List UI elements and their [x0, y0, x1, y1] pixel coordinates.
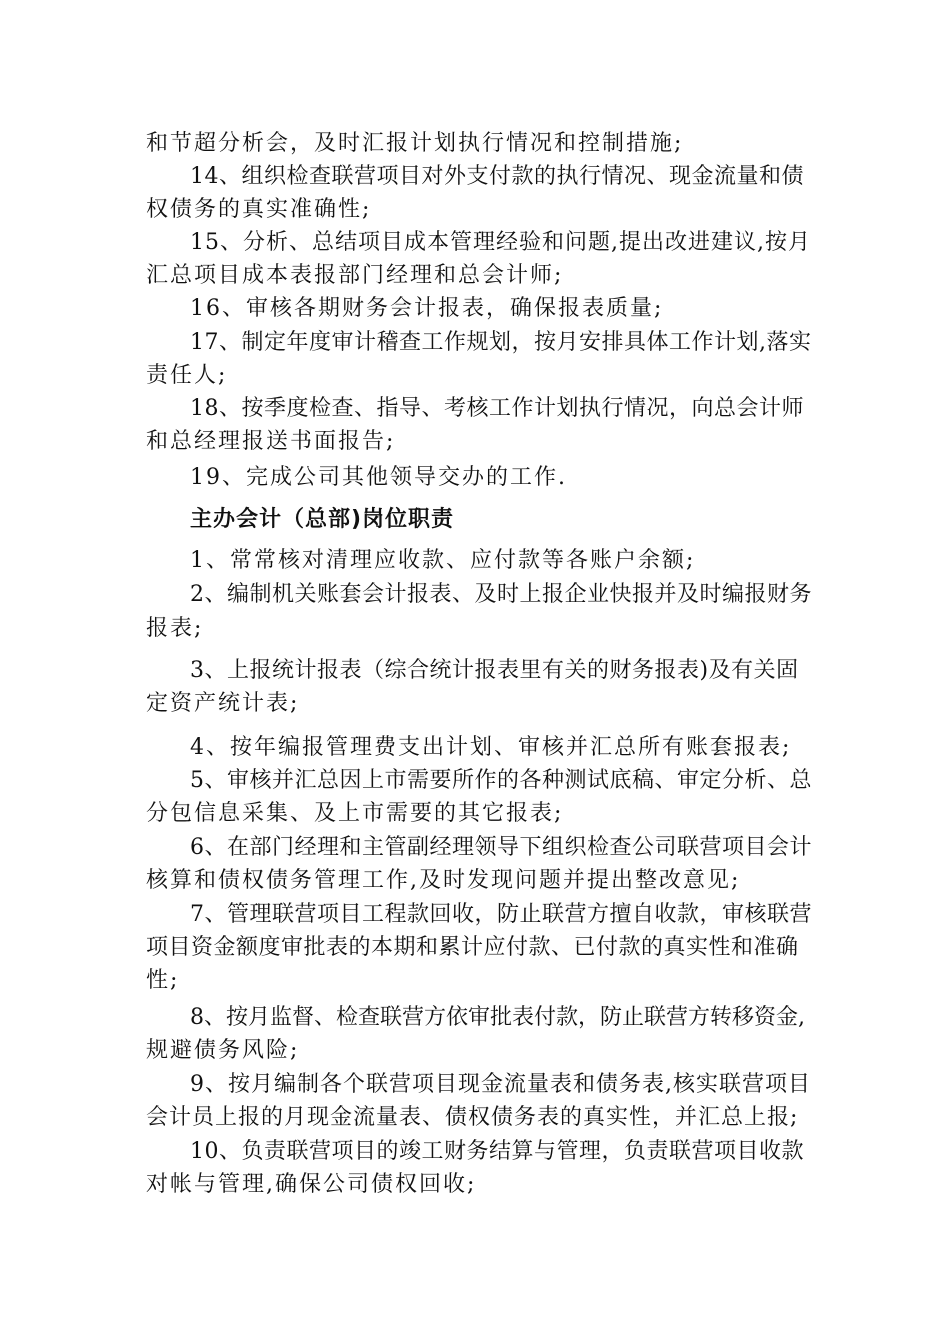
text-line: 核算和债权债务管理工作,及时发现问题并提出整改意见; — [146, 868, 741, 893]
text-line: 性; — [146, 968, 180, 993]
text-line: 15、分析、总结项目成本管理经验和问题,提出改进建议,按月 — [190, 230, 811, 255]
text-line: 对帐与管理,确保公司债权回收; — [146, 1172, 477, 1197]
text-line: 责任人; — [146, 363, 228, 388]
text-line: 会计员上报的月现金流量表、债权债务表的真实性，并汇总上报; — [146, 1105, 799, 1130]
text-line: 6、在部门经理和主管副经理领导下组织检查公司联营项目会计 — [190, 835, 812, 860]
text-line: 汇总项目成本表报部门经理和总会计师; — [146, 263, 564, 288]
text-line: 3、上报统计报表（综合统计报表里有关的财务报表)及有关固 — [190, 658, 799, 683]
text-line: 9、按月编制各个联营项目现金流量表和债务表,核实联营项目 — [190, 1072, 811, 1097]
text-line: 权债务的真实准确性; — [146, 197, 372, 222]
text-line: 19、完成公司其他领导交办的工作. — [190, 465, 567, 490]
text-line: 2、编制机关账套会计报表、及时上报企业快报并及时编报财务 — [190, 582, 812, 607]
text-line: 7、管理联营项目工程款回收，防止联营方擅自收款，审核联营 — [190, 902, 812, 927]
text-line: 16、审核各期财务会计报表，确保报表质量; — [190, 296, 664, 321]
section-title: 主办会计（总部)岗位职责 — [190, 507, 455, 532]
text-line: 定资产统计表; — [146, 691, 300, 716]
text-line: 报表; — [146, 616, 204, 641]
text-line: 18、按季度检查、指导、考核工作计划执行情况，向总会计师 — [190, 396, 804, 421]
text-line: 8、按月监督、检查联营方依审批表付款，防止联营方转移资金, — [190, 1005, 805, 1030]
text-line: 1、常常核对清理应收款、应付款等各账户余额; — [190, 548, 696, 573]
text-line: 项目资金额度审批表的本期和累计应付款、已付款的真实性和准确 — [146, 935, 799, 960]
text-line: 分包信息采集、及上市需要的其它报表; — [146, 801, 564, 826]
text-line: 5、审核并汇总因上市需要所作的各种测试底稿、审定分析、总 — [190, 768, 812, 793]
text-line: 规避债务风险; — [146, 1038, 300, 1063]
text-line: 14、组织检查联营项目对外支付款的执行情况、现金流量和债 — [190, 164, 804, 189]
text-line: 和节超分析会，及时汇报计划执行情况和控制措施; — [146, 131, 684, 156]
text-line: 10、负责联营项目的竣工财务结算与管理，负责联营项目收款 — [190, 1139, 804, 1164]
text-line: 和总经理报送书面报告; — [146, 429, 396, 454]
text-line: 4、按年编报管理费支出计划、审核并汇总所有账套报表; — [190, 735, 792, 760]
text-line: 17、制定年度审计稽查工作规划，按月安排具体工作计划,落实 — [190, 330, 812, 355]
